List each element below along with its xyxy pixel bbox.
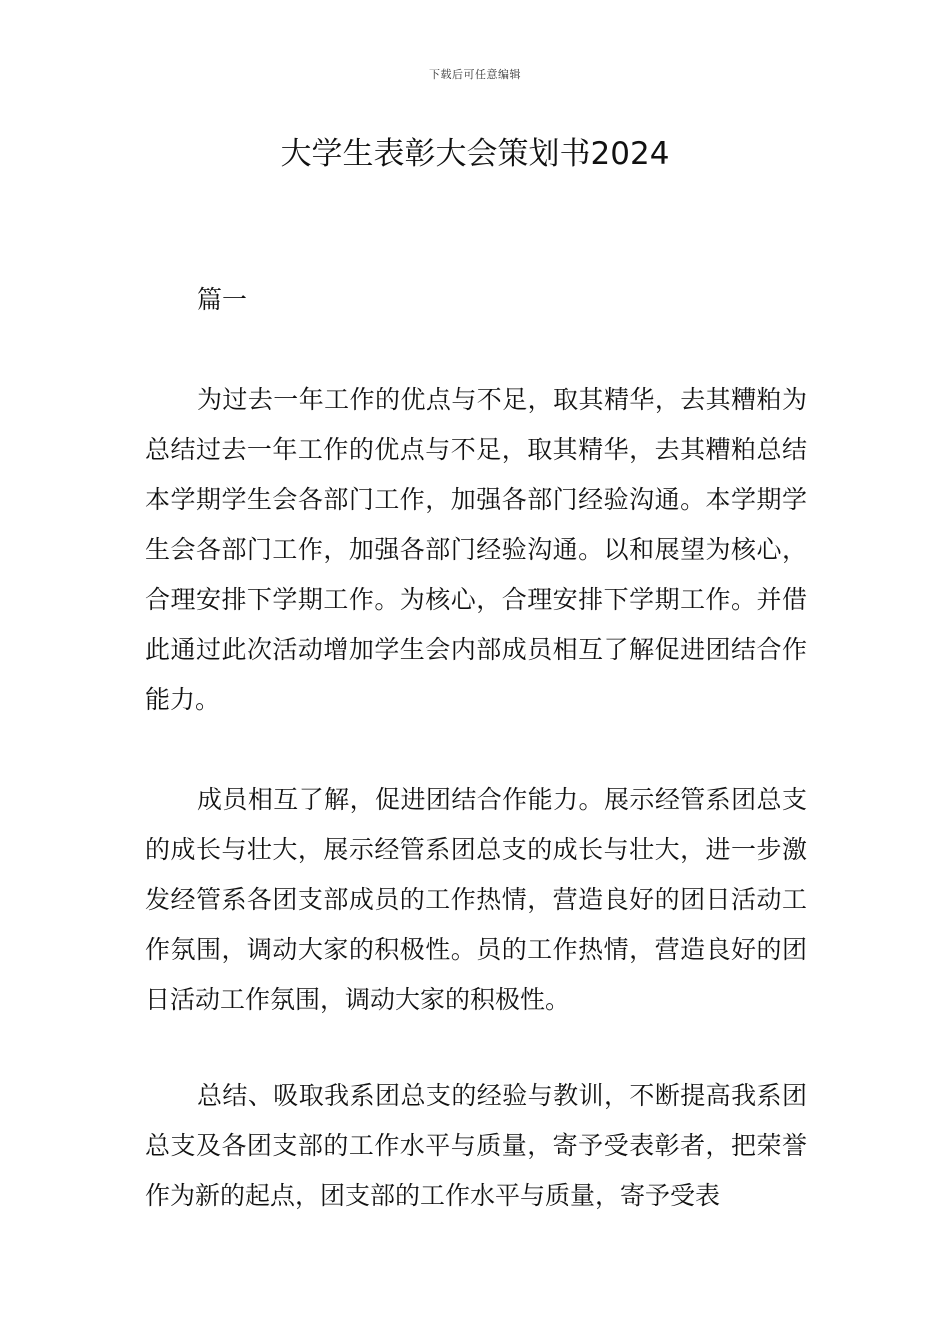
section-label: 篇一 <box>197 285 248 314</box>
paragraph: 成员相互了解，促进团结合作能力。展示经管系团总支的成长与壮大，展示经管系团总支的成长与壮大，进一步激发经管系各团支部成员的工作热情，营造良好的团日活动工作氛围，调动大家的积极性。员的工作热情，营造良好的团日活动工作氛围，调动大家的积极性。 <box>145 785 807 1014</box>
paragraph: 总结、吸取我系团总支的经验与教训，不断提高我系团总支及各团支部的工作水平与质量，寄予受表彰者，把荣誉作为新的起点，团支部的工作水平与质量，寄予受表 <box>145 1081 807 1210</box>
header-note: 下载后可任意编辑 <box>429 68 521 81</box>
page-title: 大学生表彰大会策划书2024 <box>280 136 670 172</box>
paragraph: 为过去一年工作的优点与不足，取其精华，去其糟粕为总结过去一年工作的优点与不足，取其精华，去其糟粕总结本学期学生会各部门工作，加强各部门经验沟通。本学期学生会各部门工作，加强各部门经验沟通。以和展望为核心，合理安排下学期工作。为核心，合理安排下学期工作。并借此通过此次活动增加学生会内部成员相互了解促进团结合作能力。 <box>145 385 807 714</box>
